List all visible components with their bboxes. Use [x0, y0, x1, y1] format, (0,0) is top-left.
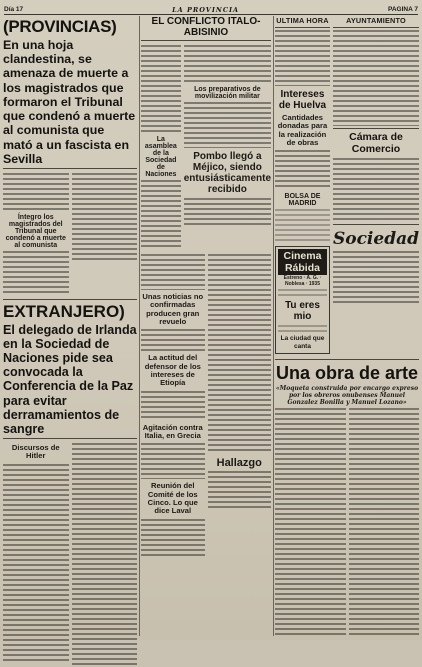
divider — [3, 168, 137, 169]
article-text — [141, 443, 205, 479]
article-text — [141, 45, 181, 133]
irlanda-headline: El delegado de Irlanda en la Sociedad de Naciones pide sea convocada la Conferencia de la Paz para evitar derramamientos de sangre — [3, 323, 137, 436]
article-text — [333, 30, 419, 126]
divider — [275, 359, 419, 360]
obra-de-arte-headline: Una obra de arte — [275, 362, 419, 383]
subheading-asamblea: La asamblea de la Sociedad de Naciones — [144, 136, 177, 178]
article-text — [275, 30, 330, 86]
article-text — [333, 158, 419, 222]
article-text — [72, 173, 138, 261]
article-text — [141, 391, 205, 421]
divider — [333, 27, 419, 28]
page-header — [4, 5, 418, 15]
lead-headline: En una hoja clandestina, se amenaza de muerte a los magistrados que formaron el Tribunal que condenó a muerte al comunista que mató a un fascista en Sevilla — [3, 37, 136, 166]
reunion-headline: Reunión del Comité de los Cinco. Lo que dice Laval — [147, 481, 198, 516]
article-text — [3, 173, 69, 211]
divider — [141, 40, 271, 41]
divider — [333, 224, 419, 225]
ciudad-que-canta-title: La ciudad que canta — [280, 335, 325, 351]
article-text — [141, 519, 205, 559]
subheading-hitler: Discursos de Hitler — [11, 442, 60, 461]
article-text — [275, 408, 346, 638]
hitler-article — [3, 441, 137, 667]
lead-article-body — [3, 171, 137, 297]
article-text — [3, 464, 69, 664]
cinema-ad — [275, 246, 330, 354]
sociedad-heading: Sociedad — [332, 229, 419, 250]
agitacion-headline: Agitación contra Italia, en Grecia — [142, 422, 203, 441]
cinema-subtitle: Estreno · A. G. · Noblesa · 1935 — [283, 275, 322, 288]
bolsa-heading: BOLSA DE MADRID — [284, 193, 321, 208]
divider — [3, 438, 137, 439]
article-text — [72, 443, 138, 665]
ultima-hora-heading: ULTIMA HORA — [276, 16, 329, 25]
pombo-headline: Pombo llegó a Méjico, siendo entusiásticamente recibido — [183, 151, 272, 195]
article-text — [3, 251, 69, 295]
header-page-number: PAGINA 7 — [388, 6, 418, 13]
article-text — [141, 329, 205, 351]
camara-comercio-headline: Cámara de Comercio — [349, 131, 403, 155]
subheading: Íntegro los magistrados del Tribunal que condenó a muerte al comunista — [5, 214, 66, 250]
masthead: LA PROVINCIA — [172, 5, 240, 14]
cantidades-subheading: Cantidades donadas para la realización de obras — [277, 113, 328, 148]
obra-de-arte-kicker: «Moqueta construida por encargo expreso por los obreros onubenses Manuel Gonzalez Bonilla y Manuel Lozano» — [275, 384, 419, 407]
column-right — [275, 16, 419, 636]
intereses-headline: Intereses de Huelva — [278, 89, 327, 111]
section-heading-provincias: (PROVINCIAS) — [3, 17, 117, 36]
article-text — [208, 471, 272, 511]
column-center — [141, 16, 271, 636]
right-top-split — [275, 16, 419, 357]
stock-table — [275, 209, 330, 243]
column-left — [3, 16, 137, 636]
conflicto-headline: EL CONFLICTO ITALO-ABISINIO — [151, 16, 261, 38]
section-heading-extranjero: EXTRANJERO) — [3, 302, 125, 322]
ad-text — [278, 289, 327, 297]
noticias-headline: Unas noticias no confirmadas producen gran revuelo — [142, 292, 204, 327]
article-text — [184, 198, 271, 228]
ad-text — [278, 325, 327, 333]
divider — [275, 27, 330, 28]
article-text — [349, 408, 420, 638]
center-lower — [141, 252, 271, 561]
conflicto-body — [141, 43, 271, 252]
divider — [3, 299, 137, 300]
divider — [333, 128, 419, 129]
header-date: Día 17 — [4, 6, 24, 13]
hallazgo-headline: Hallazgo — [216, 457, 262, 469]
article-text — [275, 150, 330, 190]
article-text — [184, 45, 271, 83]
article-text — [141, 180, 181, 250]
article-text — [333, 251, 419, 305]
article-text — [184, 102, 271, 148]
obra-article-body — [275, 406, 419, 640]
subheading-preparativos: Los preparativos de movilización militar — [194, 86, 261, 100]
article-text — [141, 254, 205, 290]
actitud-headline: La actitud del defensor de los intereses de Etiopía — [144, 353, 201, 388]
column-divider — [273, 16, 274, 636]
ayuntamiento-heading: AYUNTAMIENTO — [346, 16, 406, 25]
column-divider — [139, 16, 140, 636]
cinema-title: Cinema Rábida — [278, 249, 327, 275]
tu-eres-mio-title: Tu eres mio — [285, 300, 320, 323]
article-text — [208, 254, 272, 454]
